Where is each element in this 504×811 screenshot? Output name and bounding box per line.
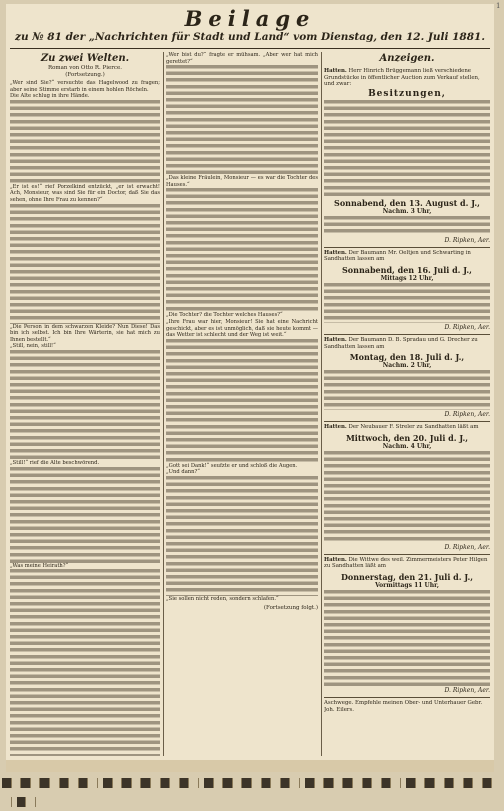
ad-last: Aschwege. Empfehle meinen Ober- und Unterhauer Gebr. Joh. Eilers. [324,699,483,713]
story-column-left [10,52,160,756]
ad-block [324,248,490,335]
ad-body: Die Wittwe des weil. Zimmermeisters Peter Hilgen zu Sandhatten läßt am [324,556,488,570]
ad-text [324,68,490,88]
ad-signature: D. Ripken, Aer. [444,323,490,331]
ad-filler [324,590,490,686]
story-paragraph: „Was meine Heirath?“ [10,562,69,569]
ad-block [324,335,490,422]
story-paragraph: „Er ist es!“ rief Porzelkind entzückt, „er ist erwacht! Ach, Monsieur, was sind Sie für ein Doctor, daß Sie das sehen, ohne Ihre Frau zu kennen?“ [10,183,160,203]
story-paragraph: „Still!“ rief die Alte beschwörend. [10,459,100,466]
page-number: 1 [496,2,501,10]
ad-time: Vormittags 11 Uhr, [375,581,439,589]
story-paragraph: „Still, nein, still!“ [10,343,56,350]
color-calibration-scale [2,773,502,783]
story-paragraph: Die Alte schlug in ihre Hände. [10,93,90,100]
story-title: Zu zwei Welten. [40,53,130,64]
ad-body: Der Baumann D. B. Spradau und G. Drecher zu Sandhatten lassen am [324,336,478,350]
ad-filler [324,370,490,410]
story-continued: (Fortsetzung folgt.) [263,604,318,611]
story-filler [10,204,160,324]
story-filler [166,65,318,175]
ad-title: Besitzungen, [368,88,446,99]
story-filler [10,569,160,756]
ad-text [324,250,490,263]
story-paragraph: „Wer bist du?“ fragte er mühsam. „Aber wer hat mich gerettet?“ [166,52,318,65]
story-filler [10,100,160,184]
story-filler [166,476,318,596]
story-paragraph: „Gott sei Dank!“ seufzte er und schloß die Augen. [166,462,298,469]
story-paragraph: „Wer sind Sie?“ versuchte das Hagelwood zu fragen; aber seine Stimme erstarb in einem hohlen Röcheln. [10,80,160,93]
ad-signature: D. Ripken, Aer. [444,411,490,419]
ad-block [324,555,490,698]
newspaper-page [6,4,494,772]
ad-body: Der Baumann Mr. Oeltjen und Schwarting in Sandhatten lassen am [324,249,471,263]
column-separator [321,52,322,756]
ad-time: Nachm. 2 Uhr, [382,362,432,370]
ad-text [324,424,490,431]
ad-text [324,557,490,570]
story-filler [166,339,318,463]
ad-place: Hatten. [324,68,347,74]
column-separator [163,52,164,756]
ad-block [324,422,490,555]
ad-body: Der Neubauer F. Streler zu Sandhatten läßt am [348,424,479,431]
ad-date: Donnerstag, den 21. Juli d. J., [340,571,474,582]
story-note: (Fortsetzung.) [65,72,105,78]
story-paragraph: „Und dann?“ [166,469,200,476]
ad-place: Hatten. [324,249,347,256]
ad-place: Hatten. [324,556,347,563]
ad-filler [324,283,490,323]
ad-text [324,337,490,350]
ad-time: Nachm. 4 Uhr, [382,442,432,450]
ad-filler [324,451,490,543]
ad-signature: D. Ripken, Aer. [444,543,490,551]
ad-time: Mittags 12 Uhr, [380,274,434,282]
ad-signature: D. Ripken, Aer. [444,686,490,694]
ad-time: Nachm. 3 Uhr, [382,207,432,215]
masthead [6,4,494,48]
ad-date: Mittwoch, den 20. Juli d. J., [345,432,469,443]
ad-body: Herr Hinrich Brüggemann ließ verschiedene Grundstücke in öffentlicher Auction zum Verkauf stellen, und zwar: [324,68,480,88]
story-filler [10,350,160,460]
page-bottom-strip [6,760,494,772]
story-paragraph: „Die Tochter? die Tochter welches Hauses?“ [166,312,283,319]
story-paragraph: „Das kleine Fräulein, Monsieur — es war die Tochter des Hauses.“ [166,175,318,188]
story-filler [166,188,318,312]
ad-date: Montag, den 18. Juli d. J., [349,352,465,363]
story-paragraph: „Ihre Frau war hier, Monsieur! Sie hat eine Nachricht geschickt, aber es ist unmöglich, daß sie heute kommt — das Wetter ist schlecht und der Weg ist weit.“ [166,318,318,339]
story-byline: Roman von Otto R. Pierce. [47,65,122,71]
ad-filler [324,216,490,236]
story-paragraph: „Sie sollen nicht reden, sondern schlafen.“ [166,595,279,602]
story-paragraph: „Die Person in dem schwarzen Kleide? Nun Diese! Das bin ich selbst. Ich bin Ihre Wärterin, sie hat mich zu Ihnen bestellt.“ [10,323,160,343]
story-column-middle [166,52,318,756]
ad-date: Sonnabend, den 16. Juli d. J., [342,264,472,275]
masthead-rule [10,48,490,49]
ads-heading: Anzeigen. [379,53,435,64]
ad-date: Sonnabend, den 13. August d. J., [334,197,480,208]
ads-column [324,52,490,756]
story-filler [10,467,160,563]
ad-filler [324,100,490,196]
ad-place: Hatten. [324,424,347,431]
ad-place: Hatten. [324,336,347,343]
masthead-subtitle: zu № 81 der „Nachrichten für Stadt und Land“ vom Dienstag, den 12. Juli 1881. [14,31,486,43]
masthead-title: Beilage [184,6,316,31]
ad-signature: D. Ripken, Aer. [444,236,490,244]
ad-block [324,66,490,248]
